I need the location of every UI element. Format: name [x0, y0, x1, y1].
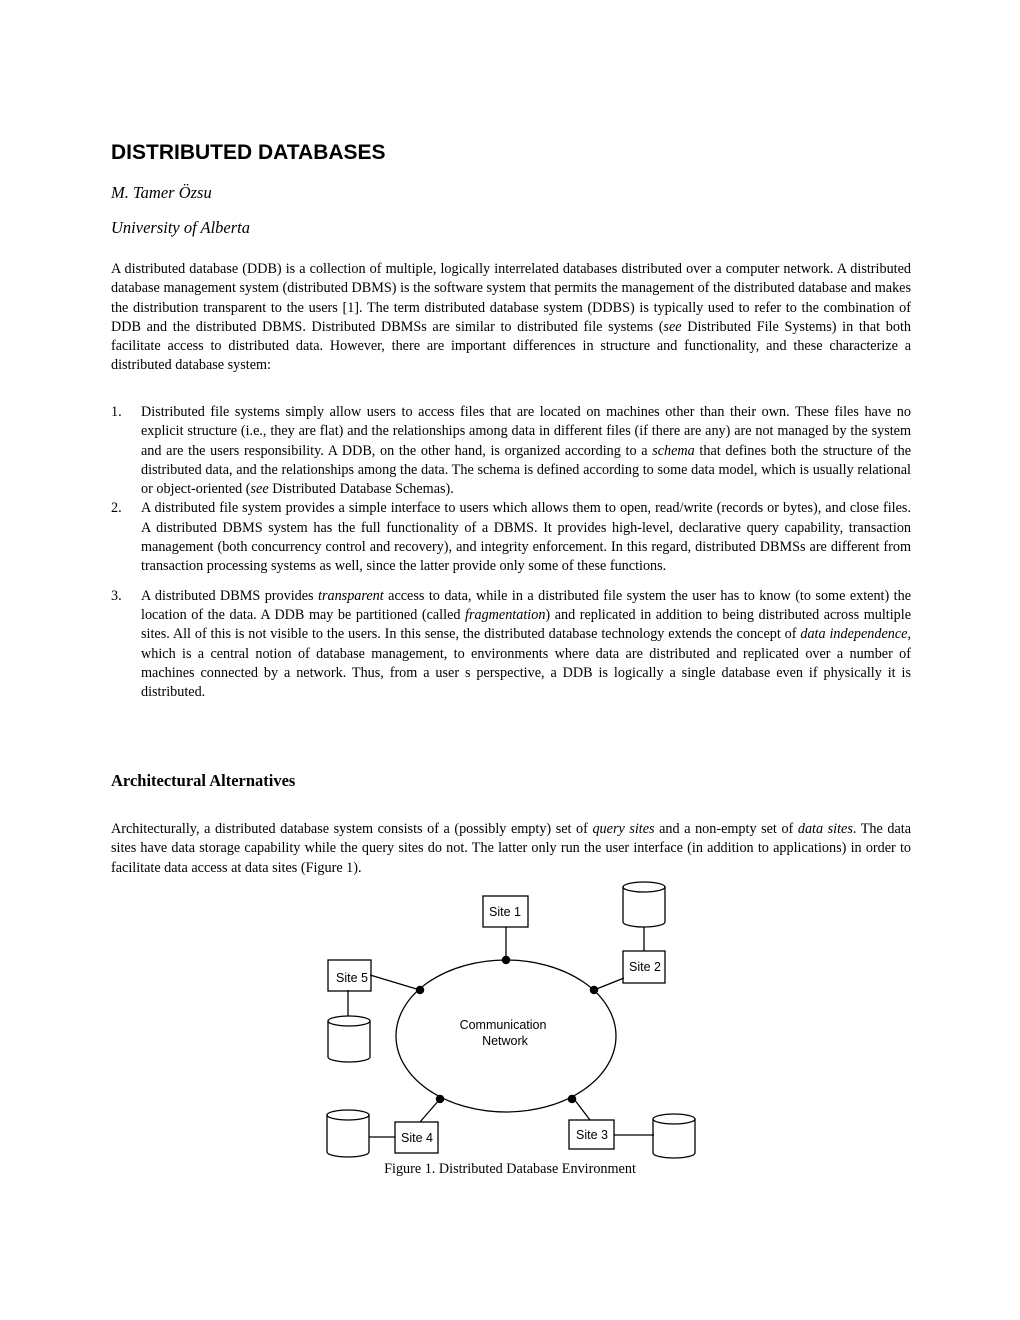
item-3-text-a: A distributed DBMS provides	[141, 587, 319, 604]
item-1-text-a: Distributed file systems simply allow users to access files that are located on machines other than their own. These files have no explicit structure (i.e., they are flat) and the relationships among data in different files (if there are any) are not managed by the system and are the users responsibility. A DDB, on the other hand, is organized according to a	[141, 404, 911, 459]
item-3-text-d: , which is a central notion of database management, to environments where data are distributed and replicated over a number of machines connected by a network. Thus, from a user s perspective, a DDB is logically a single database even if physically it is distributed.	[141, 626, 911, 701]
link-site-5	[370, 975, 420, 990]
network-label-line-1: Communication	[459, 1018, 547, 1032]
site-2-box	[623, 951, 665, 983]
list-number: 2.	[111, 500, 122, 517]
page-title: DISTRIBUTED DATABASES	[111, 141, 386, 164]
figure-caption: Figure 1. Distributed Database Environment	[384, 1161, 636, 1177]
database-5-icon	[328, 1016, 370, 1062]
arch-text-c: . The data sites have data storage capability while the query sites do not. The latter only run the user interface (in addition to applications) in order to facilitate data access at data sites (Figure 1).	[111, 821, 912, 876]
item-1-text-b: that defines both the structure of the distributed data, and the relationships among the data. The schema is defined according to some data model, which is usually relational or object-oriented (	[141, 442, 911, 498]
list-item	[111, 587, 911, 703]
database-3-icon	[653, 1114, 695, 1158]
site-5-label: Site 5	[336, 971, 368, 985]
site-1-box	[483, 896, 528, 927]
differences-list	[111, 403, 911, 702]
architecture-paragraph	[111, 820, 911, 878]
node-5	[416, 986, 423, 993]
item-3-emphasis-data-independence: data independence	[800, 626, 908, 643]
intro-text-2: Distributed File Systems) in that both facilitate access to distributed data. However, there are important differences in structure and functionality, and these characterize a distributed database system:	[111, 318, 911, 374]
node-4	[436, 1095, 443, 1102]
item-1-emphasis-see: see	[250, 481, 269, 498]
item-3-emphasis-transparent: transparent	[318, 587, 384, 604]
intro-paragraph	[111, 260, 911, 376]
item-3-emphasis-fragmentation: fragmentation	[465, 606, 546, 623]
arch-text-b: and a non-empty set of	[654, 821, 798, 837]
item-3-text-b: access to data, while in a distributed file system the user has to know (to some extent) the location of the data. A DDB may be partitioned (called	[141, 587, 911, 623]
list-number: 3.	[111, 587, 122, 604]
link-site-2	[594, 978, 624, 990]
item-3-text-c: ) and replicated in addition to being distributed across multiple sites. All of this is not visible to the users. In this sense, the distributed database technology extends the concept of	[141, 606, 911, 643]
database-2-icon	[623, 882, 665, 927]
site-5-box	[328, 960, 371, 991]
database-4-icon	[327, 1110, 369, 1157]
list-item	[111, 403, 911, 499]
site-4-label: Site 4	[401, 1131, 433, 1145]
item-2-text: A distributed file system provides a simple interface to users which allows them to open, read/write (records or bytes), and close files. A distributed DBMS system has the full functionality of a DBMS. It provides high-level, declarative query capability, transaction management (both concurrency control and recovery), and integrity enforcement. In this regard, distributed DBMSs are different from transaction processing systems as well, since the latter provide only some of these functions.	[141, 500, 911, 575]
intro-text-1: A distributed database (DDB) is a collection of multiple, logically interrelated databases distributed over a computer network. A distributed database management system (distributed DBMS) is the software system that permits the management of the distributed database and makes the distribution transparent to the users [1]. The term distributed database system (DDBS) is typically used to refer to the combination of DDB and the distributed DBMS. Distributed DBMSs are similar to distributed file systems (	[111, 261, 911, 335]
list-number: 1.	[111, 404, 122, 420]
intro-see: see	[663, 318, 682, 335]
site-2-label: Site 2	[629, 960, 661, 974]
site-1-label: Site 1	[489, 905, 521, 919]
author-name: M. Tamer Özsu	[111, 183, 212, 202]
site-3-box	[569, 1120, 614, 1149]
list-item	[111, 499, 911, 576]
node-2	[590, 986, 597, 993]
arch-text-a: Architecturally, a distributed database system consists of a (possibly empty) set of	[111, 821, 593, 837]
item-1-emphasis-schema: schema	[652, 442, 695, 459]
node-1	[502, 956, 509, 963]
arch-emphasis-query-sites: query sites	[592, 821, 655, 837]
arch-emphasis-data-sites: data sites	[797, 821, 853, 837]
author-affiliation: University of Alberta	[111, 218, 251, 237]
item-1-text-c: Distributed Database Schemas).	[268, 481, 454, 498]
network-label-line-2: Network	[482, 1034, 528, 1048]
link-site-3	[574, 1099, 590, 1120]
site-4-box	[395, 1122, 438, 1153]
network-ring	[396, 960, 616, 1112]
link-site-4	[420, 1099, 440, 1122]
site-3-label: Site 3	[576, 1128, 608, 1142]
node-3	[568, 1095, 575, 1102]
section-heading: Architectural Alternatives	[111, 771, 296, 790]
